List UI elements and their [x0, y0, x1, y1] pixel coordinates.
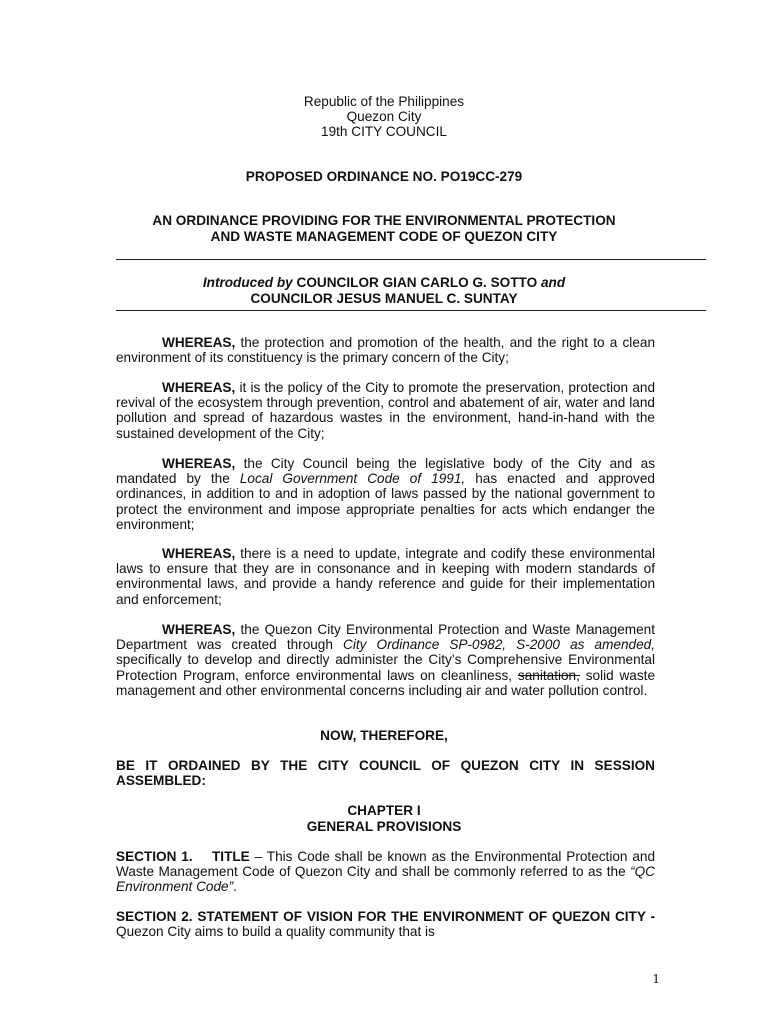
introduced-by-prefix: Introduced by — [202, 275, 293, 290]
divider-bottom — [116, 310, 706, 311]
ordinance-title-line1: AN ORDINANCE PROVIDING FOR THE ENVIRONMENTAL PROTECTION — [152, 213, 616, 228]
whereas-text: the Quezon City Environmental Protection and Waste Management Department was created through — [116, 622, 655, 653]
whereas-text: the City Council being the legislative body of the City and as mandated by the — [116, 456, 655, 487]
introduced-by-line1 — [0, 275, 768, 290]
section-1-heading: SECTION 1. TITLE — [116, 849, 250, 864]
whereas-lead: WHEREAS, — [162, 380, 236, 395]
whereas-lead: WHEREAS, — [162, 546, 236, 561]
whereas-clause-1 — [116, 335, 655, 365]
chapter-title: GENERAL PROVISIONS — [306, 819, 462, 834]
local-government-code-reference: Local Government Code of 1991, — [239, 471, 466, 487]
struck-out-text: sanitation, — [517, 667, 580, 683]
section-2 — [116, 909, 655, 939]
whereas-text-end: solid waste management and other environmental concerns including air and water pollution control. — [116, 667, 656, 698]
section-2-text: Quezon City aims to build a quality community that is — [116, 924, 435, 940]
section-1-period: . — [233, 879, 237, 895]
whereas-text: it is the policy of the City to promote the preservation, protection and revival of the ecosystem through prevention, control and abatement of air, water and land pollution and spread of hazardous wastes in the environment, hand-in-hand with the sustained development of the City; — [116, 380, 656, 441]
ordained-clause: BE IT ORDAINED BY THE CITY COUNCIL OF QUEZON CITY IN SESSION ASSEMBLED: — [116, 758, 655, 789]
divider-top — [116, 259, 706, 260]
page-number: 1 — [652, 972, 660, 986]
ordinance-number: PROPOSED ORDINANCE NO. PO19CC-279 — [245, 169, 523, 184]
whereas-text-continued: has enacted and approved ordinances, in addition to and in adoption of laws passed by the national government to protect the environment and impose appropriate penalties for acts which endanger the environment; — [116, 471, 655, 532]
ordinance-title-line2: AND WASTE MANAGEMENT CODE OF QUEZON CITY — [210, 229, 558, 244]
whereas-lead: WHEREAS, — [162, 456, 236, 471]
whereas-text: there is a need to update, integrate and codify these environmental laws to ensure that they are in consonance and in keeping with modern standards of environmental laws, and provide a handy reference and guide for their implementation and enforcement; — [116, 546, 656, 607]
now-therefore: NOW, THEREFORE, — [320, 728, 448, 743]
header-city: Quezon City — [346, 109, 422, 124]
introduced-by-conjunction: and — [540, 275, 566, 290]
whereas-text-continued: specifically to develop and directly administer the City’s Comprehensive Environmental Protection Program, enforce environmental laws on cleanliness, — [116, 652, 655, 683]
header-council: 19th CITY COUNCIL — [321, 124, 447, 139]
whereas-clause-4 — [116, 546, 655, 607]
section-2-heading: SECTION 2. STATEMENT OF VISION FOR THE ENVIRONMENT OF QUEZON CITY - — [116, 909, 655, 924]
whereas-lead: WHEREAS, — [162, 622, 236, 637]
qc-environment-code-name: “QC Environment Code” — [116, 864, 655, 895]
whereas-clause-2 — [116, 380, 655, 441]
section-1 — [116, 849, 655, 895]
chapter-number: CHAPTER I — [347, 803, 421, 818]
section-1-text: – This Code shall be known as the Environmental Protection and Waste Management Code of Quezon City and shall be commonly referred to as the — [116, 849, 656, 880]
city-ordinance-reference: City Ordinance SP-0982, S-2000 as amended, — [343, 637, 655, 653]
councilor-sotto: COUNCILOR GIAN CARLO G. SOTTO — [296, 275, 538, 290]
header-republic: Republic of the Philippines — [303, 94, 465, 109]
whereas-lead: WHEREAS, — [162, 335, 236, 350]
councilor-suntay: COUNCILOR JESUS MANUEL C. SUNTAY — [250, 291, 518, 306]
whereas-text: the protection and promotion of the health, and the right to a clean environment of its constituency is the primary concern of the City; — [116, 335, 655, 366]
whereas-clause-3 — [116, 456, 655, 532]
whereas-clause-5 — [116, 622, 655, 698]
